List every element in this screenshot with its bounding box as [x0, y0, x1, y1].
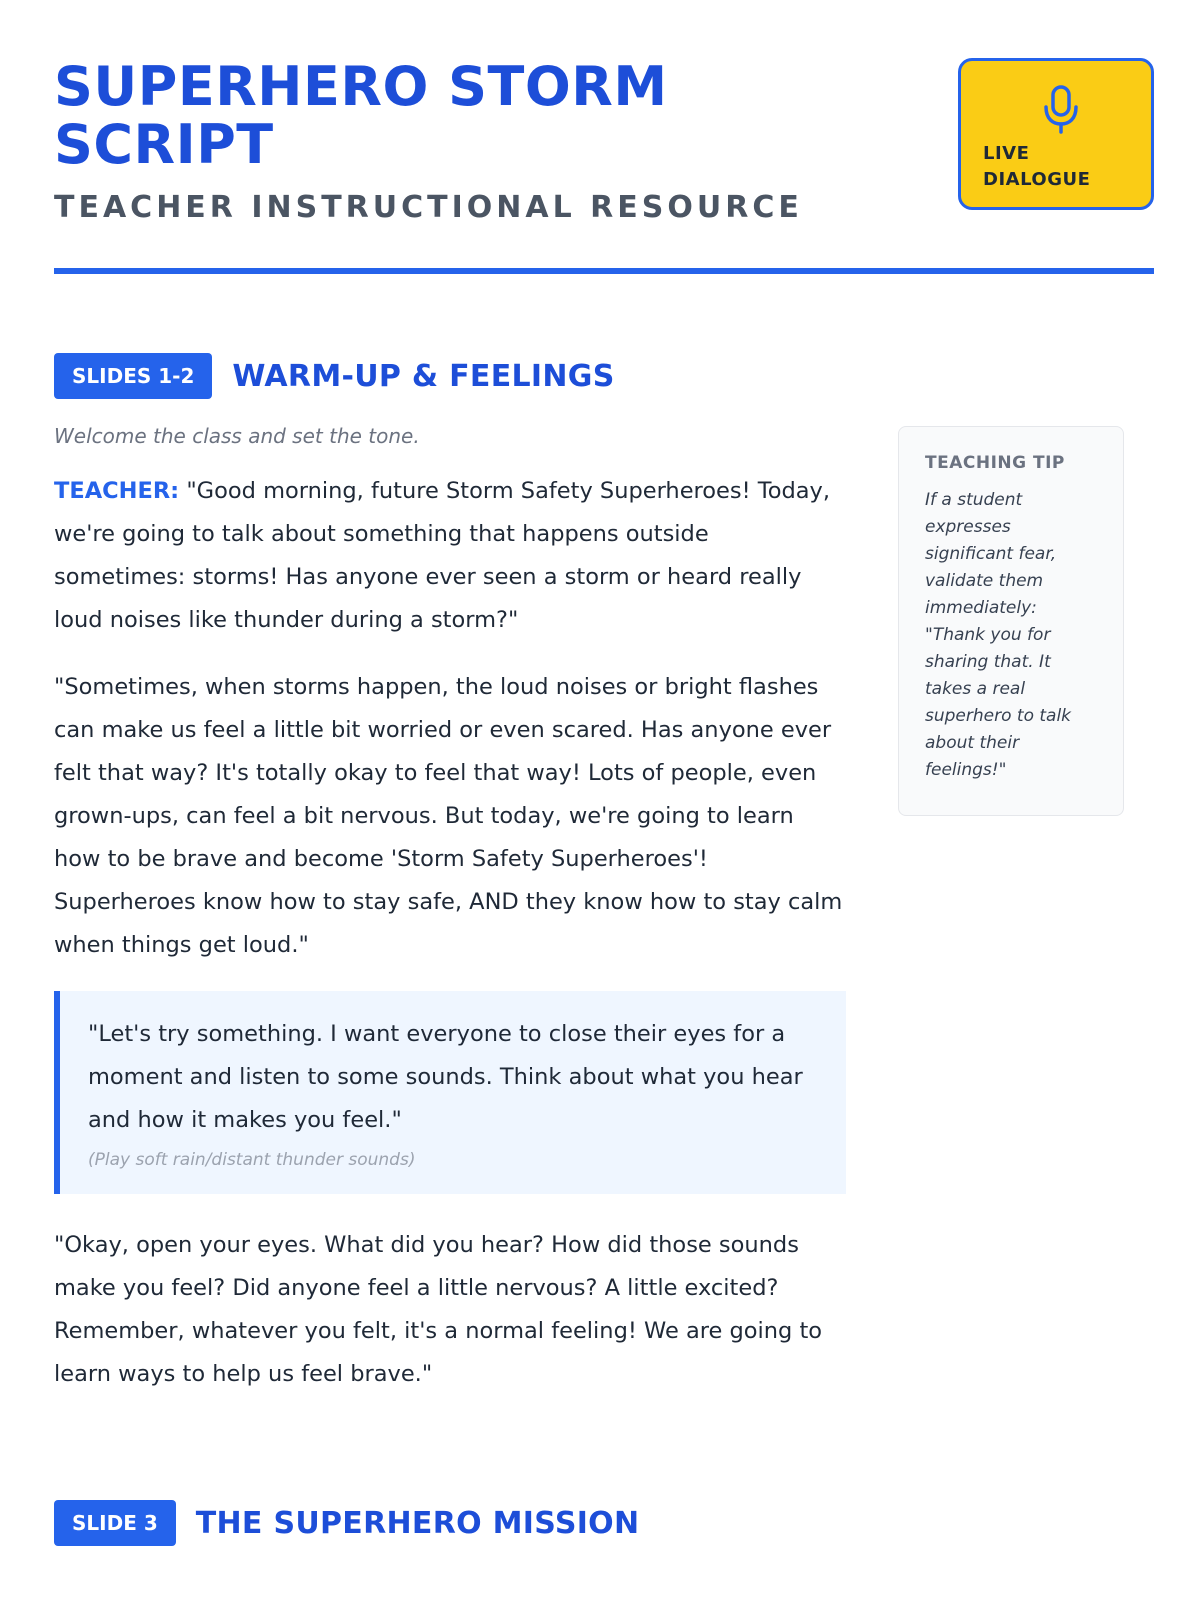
slide-pill: SLIDE 3: [54, 1500, 176, 1546]
section-heading: [54, 1500, 639, 1546]
section-heading: [54, 353, 615, 399]
script-body: [54, 424, 846, 1420]
page-title: SUPERHERO STORM SCRIPT: [54, 55, 668, 176]
header-divider: [54, 268, 1154, 274]
microphone-icon: [1041, 85, 1081, 135]
speaker-label: TEACHER:: [54, 478, 180, 504]
live-dialogue-badge: [958, 58, 1154, 210]
dialogue-paragraph: [54, 470, 846, 642]
tip-text: If a student expresses significant fear, validate them immediately: "Thank you for sharing that. It takes a real superhero to talk about their feelings!": [925, 490, 1072, 780]
intro-note: Welcome the class and set the tone.: [54, 424, 420, 448]
stage-direction: (Play soft rain/distant thunder sounds): [88, 1150, 416, 1170]
dialogue-paragraph: "Sometimes, when storms happen, the loud noises or bright flashes can make us feel a little bit worried or even scared. Has anyone ever felt that way? It's totally okay to feel that way! Lots of people, even grown-ups, can feel a bit nervous. But today, we're going to learn how to be brave and become 'Storm Safety Superheroes'! Superheroes know how to stay safe, AND they know how to stay calm when things get loud.": [54, 674, 843, 958]
section-title: WARM-UP & FEELINGS: [232, 358, 615, 394]
tip-label: TEACHING TIP: [925, 453, 1065, 473]
dialogue-paragraph: "Okay, open your eyes. What did you hear? How did those sounds make you feel? Did anyone feel a little nervous? A little excited? Remember, whatever you felt, it's a normal feeling! We are going to learn ways to help us feel brave.": [54, 1232, 823, 1387]
callout-text: "Let's try something. I want everyone to close their eyes for a moment and listen to some sounds. Think about what you hear and how it makes you feel.": [88, 1021, 803, 1133]
activity-callout: [54, 991, 846, 1194]
badge-label: LIVE DIALOGUE: [983, 143, 1091, 190]
slide-pill: SLIDES 1-2: [54, 353, 212, 399]
teaching-tip: [898, 426, 1124, 816]
section-title: THE SUPERHERO MISSION: [195, 1505, 640, 1541]
header: [54, 55, 1154, 288]
dialogue-text: "Good morning, future Storm Safety Superheroes! Today, we're going to talk about something that happens outside sometimes: storms! Has anyone ever seen a storm or heard really loud noises like thunder during a storm?": [54, 478, 831, 633]
page-subtitle: TEACHER INSTRUCTIONAL RESOURCE: [54, 190, 803, 225]
